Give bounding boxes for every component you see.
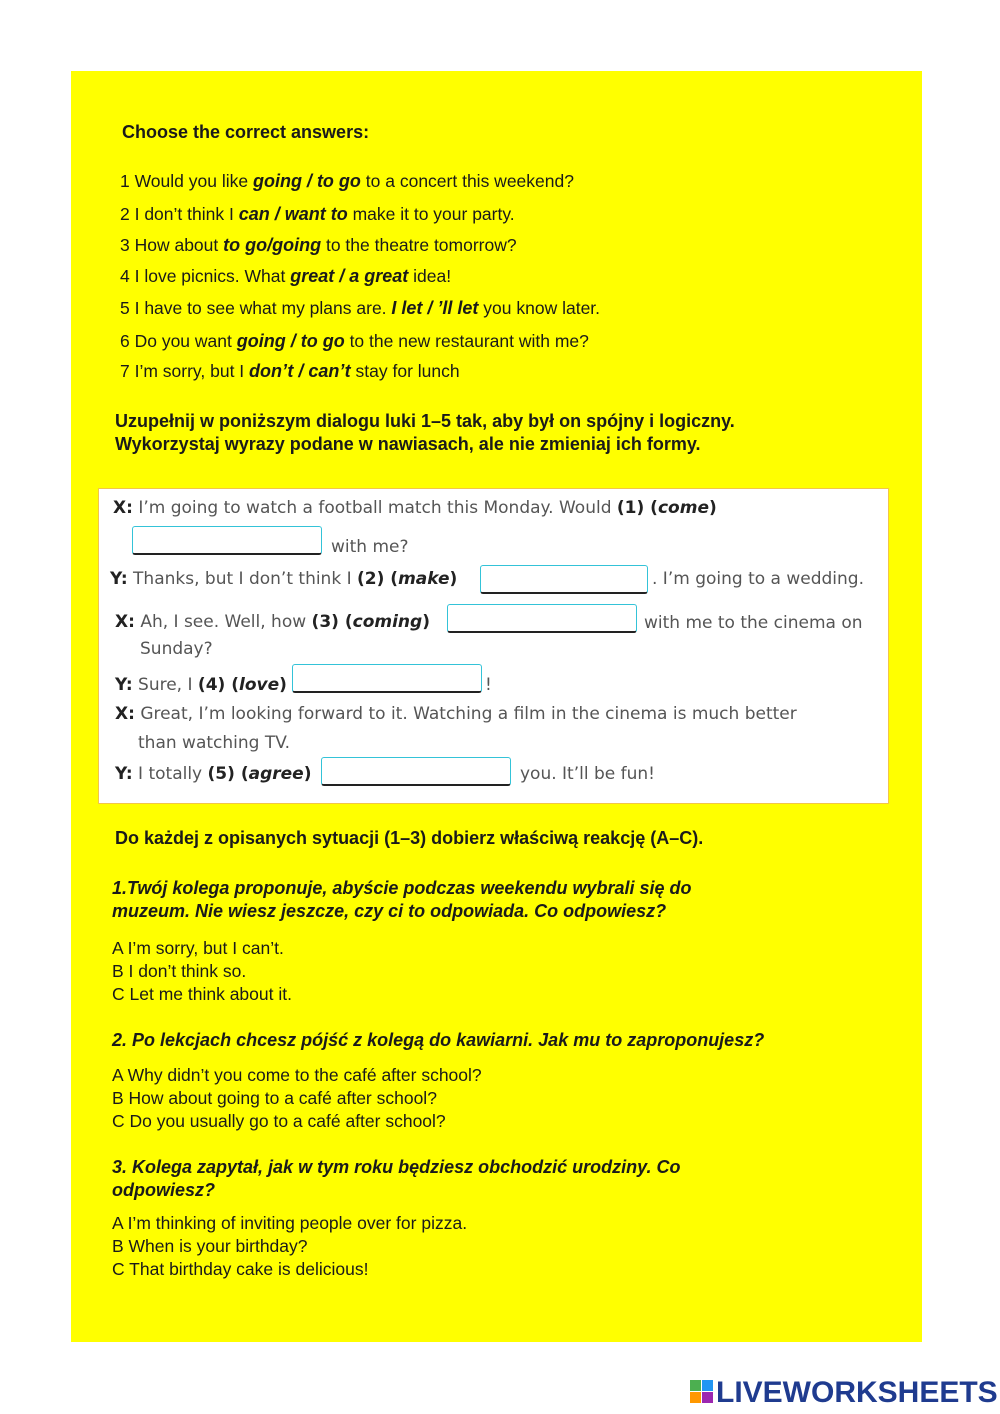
gap-cue-word: agree [248,764,304,784]
answer-option[interactable]: C Do you usually go to a café after school? [112,1111,446,1131]
answer-option[interactable]: C Let me think about it. [112,984,292,1004]
dialogue-line-3 [115,612,430,632]
gap-cue: (2) (make) [357,569,458,589]
dialogue-text: Sure, I [138,675,193,695]
ex1-item-text: idea! [408,266,452,286]
ex1-item-text: make it to your party. [347,204,515,224]
gap-cue-word: coming [352,612,423,632]
ex1-item-text: you know later. [478,298,601,318]
dialogue-text: you. It’ll be fun! [520,764,655,784]
ex1-choice[interactable]: don’t / can’t [249,361,351,381]
dialogue-line-5 [115,704,797,724]
task-1-options [112,937,292,1006]
gap-cue: (4) (love) [197,675,287,695]
exercise2-instruction-line1: Uzupełnij w poniższym dialogu luki 1–5 tak, aby był on spójny i logiczny. [115,411,735,431]
gap-cue: (5) (agree) [207,764,312,784]
ex1-item-text: 2 I don’t think I [120,204,239,224]
ex1-item-text: 5 I have to see what my plans are. [120,298,392,318]
gap-number: (4) [197,675,226,695]
answer-option[interactable]: C That birthday cake is delicious! [112,1259,369,1279]
task-text: 1.Twój kolega proponuje, abyście podczas weekendu wybrali się do [112,878,692,898]
answer-option[interactable]: B I don’t think so. [112,961,247,981]
task-1 [112,877,692,923]
dialogue-text: Great, I’m looking forward to it. Watching a film in the cinema is much better [140,704,797,724]
gap-number: (2) [357,569,385,589]
ex1-item-text: 6 Do you want [120,331,237,351]
speaker-label: X: [113,498,133,518]
ex1-item-3 [120,235,517,256]
ex1-choice[interactable]: going / to go [236,331,345,351]
gap-number: (1) [616,498,645,518]
ex1-item-text: 7 I’m sorry, but I [120,361,250,381]
exercise2-instruction-line2: Wykorzystaj wyrazy podane w nawiasach, ale nie zmieniaj ich formy. [115,434,701,454]
dialogue-text: Sunday? [140,639,213,659]
dialogue-text: I totally [138,764,203,784]
ex1-item-1 [120,171,574,192]
answer-option[interactable]: A I’m sorry, but I can’t. [112,938,284,958]
exercise3-instruction: Do każdej z opisanych sytuacji (1–3) dobierz właściwą reakcję (A–C). [115,828,704,848]
liveworksheets-logo[interactable] [690,1376,998,1410]
dialogue-text: . I’m going to a wedding. [652,569,865,589]
gap-cue-word: come [657,498,709,518]
gap-number: (3) [311,612,339,632]
task-text: 3. Kolega zapytał, jak w tym roku będziesz obchodzić urodziny. Co [112,1157,681,1177]
dialogue-text: I’m going to watch a football match this Monday. Would [138,498,612,518]
ex1-item-6 [120,331,589,352]
ex1-choice[interactable]: going / to go [252,171,361,191]
speaker-label: Y: [115,764,133,784]
dialogue-line-4 [115,675,287,695]
task-3-options [112,1212,467,1281]
ex1-choice[interactable]: great / a great [290,266,409,286]
dialogue-text: Ah, I see. Well, how [140,612,307,632]
ex1-choice[interactable]: to go/going [223,235,322,255]
answer-option[interactable]: B When is your birthday? [112,1236,308,1256]
dialogue-text: Thanks, but I don’t think I [133,569,352,589]
dialogue-text: than watching TV. [138,733,291,753]
task-3 [112,1156,680,1202]
ex1-item-2 [120,204,515,225]
ex1-item-text: to a concert this weekend? [360,171,574,191]
gap-input-2[interactable] [480,565,648,594]
gap-cue: (1) (come) [616,498,717,518]
ex1-item-4 [120,266,451,287]
dialogue-line-6 [115,764,311,784]
gap-number: (5) [207,764,235,784]
dialogue-text: ! [485,675,492,695]
task-2 [112,1029,764,1052]
gap-input-3[interactable] [447,604,637,633]
ex1-item-text: 4 I love picnics. What [120,266,291,286]
task-2-options [112,1064,482,1133]
dialogue-line-1 [113,498,717,518]
ex1-item-text: to the new restaurant with me? [344,331,589,351]
task-text: odpowiesz? [112,1180,215,1200]
logo-grid-icon [690,1380,714,1404]
dialogue-text: with me to the cinema on [644,613,863,633]
answer-option[interactable]: A I’m thinking of inviting people over for pizza. [112,1213,468,1233]
task-text: 2. Po lekcjach chcesz pójść z kolegą do kawiarni. Jak mu to zaproponujesz? [112,1030,765,1050]
ex1-item-5 [120,298,600,319]
gap-cue-word: make [398,569,450,589]
ex1-item-text: 1 Would you like [120,171,253,191]
ex1-item-text: to the theatre tomorrow? [321,235,517,255]
answer-option[interactable]: B How about going to a café after school? [112,1088,437,1108]
logo-text: LIVEWORKSHEETS [716,1376,998,1409]
speaker-label: X: [115,704,135,724]
gap-input-4[interactable] [292,664,482,693]
ex1-choice[interactable]: I let / ’ll let [391,298,479,318]
gap-input-5[interactable] [321,757,511,786]
speaker-label: Y: [115,675,133,695]
ex1-item-text: 3 How about [120,235,224,255]
gap-cue: (3) (coming) [311,612,430,632]
gap-cue-word: love [239,675,280,695]
speaker-label: Y: [110,569,128,589]
dialogue-line-2 [110,569,457,589]
speaker-label: X: [115,612,135,632]
task-text: muzeum. Nie wiesz jeszcze, czy ci to odpowiada. Co odpowiesz? [112,901,667,921]
dialogue-text: with me? [331,537,409,557]
exercise1-title: Choose the correct answers: [122,122,370,142]
ex1-item-7 [120,361,460,382]
ex1-choice[interactable]: can / want to [238,204,348,224]
gap-input-1[interactable] [132,526,322,555]
ex1-item-text: stay for lunch [350,361,460,381]
answer-option[interactable]: A Why didn’t you come to the café after school? [112,1065,482,1085]
